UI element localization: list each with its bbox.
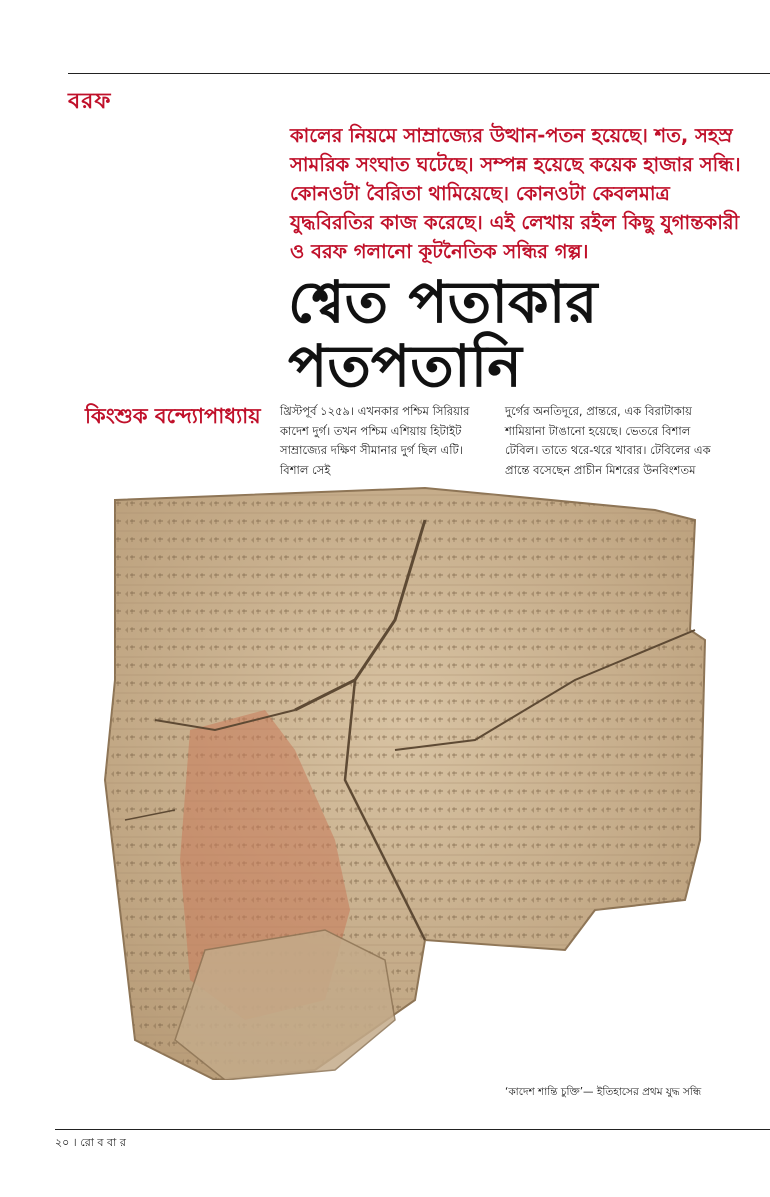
intro-paragraph: কালের নিয়মে সাম্রাজ্যের উত্থান-পতন হয়েছে। শত, সহস্র সামরিক সংঘাত ঘটেছে। সম্পন্ন হয়েছে কয়েক হাজার সন্ধি। কোনওটা বৈরিতা থামিয়েছে। কোনওটা কেবলমাত্র যুদ্ধবিরতির কাজ করেছে। এই লেখায় রইল কিছু যুগান্তকারী ও বরফ গলানো কূটনৈতিক সন্ধির গল্প।: [290, 124, 741, 263]
image-caption: ‘কাদেশ শান্তি চুক্তি’— ইতিহাসের প্রথম যুদ্ধ সন্ধি: [505, 1086, 702, 1098]
headline-line-1: শ্বেত পতাকার: [288, 268, 598, 336]
bottom-rule: [55, 1129, 770, 1130]
top-rule: [68, 73, 770, 74]
headline-line-2: পতপতানি: [288, 332, 522, 400]
headline: [288, 270, 758, 398]
page-folio: ২০ । রো ব বা র: [55, 1136, 126, 1149]
clay-tablet-image: [95, 480, 755, 1080]
section-label: বরফ: [68, 89, 112, 114]
author-byline: কিংশুক বন্দ্যোপাধ্যায়: [85, 404, 261, 428]
body-column-2: দুর্গের অনতিদূরে, প্রান্তরে, এক বিরাটাকায় শামিয়ানা টাঙানো হয়েছে। ভেতরে বিশাল টেবিল। তাতে থরে-থরে খাবার। টেবিলের এক প্রান্তে বসেছেন প্রাচীন মিশরের উনবিংশতম: [505, 404, 711, 477]
body-column-1: খ্রিস্টপূর্ব ১২৫৯। এখনকার পশ্চিম সিরিয়ার কাদেশ দুর্গ। তখন পশ্চিম এশিয়ায় হিটাইট সাম্রাজ্যের দক্ষিণ সীমানার দুর্গ ছিল এটি। বিশাল সেই: [280, 404, 470, 477]
